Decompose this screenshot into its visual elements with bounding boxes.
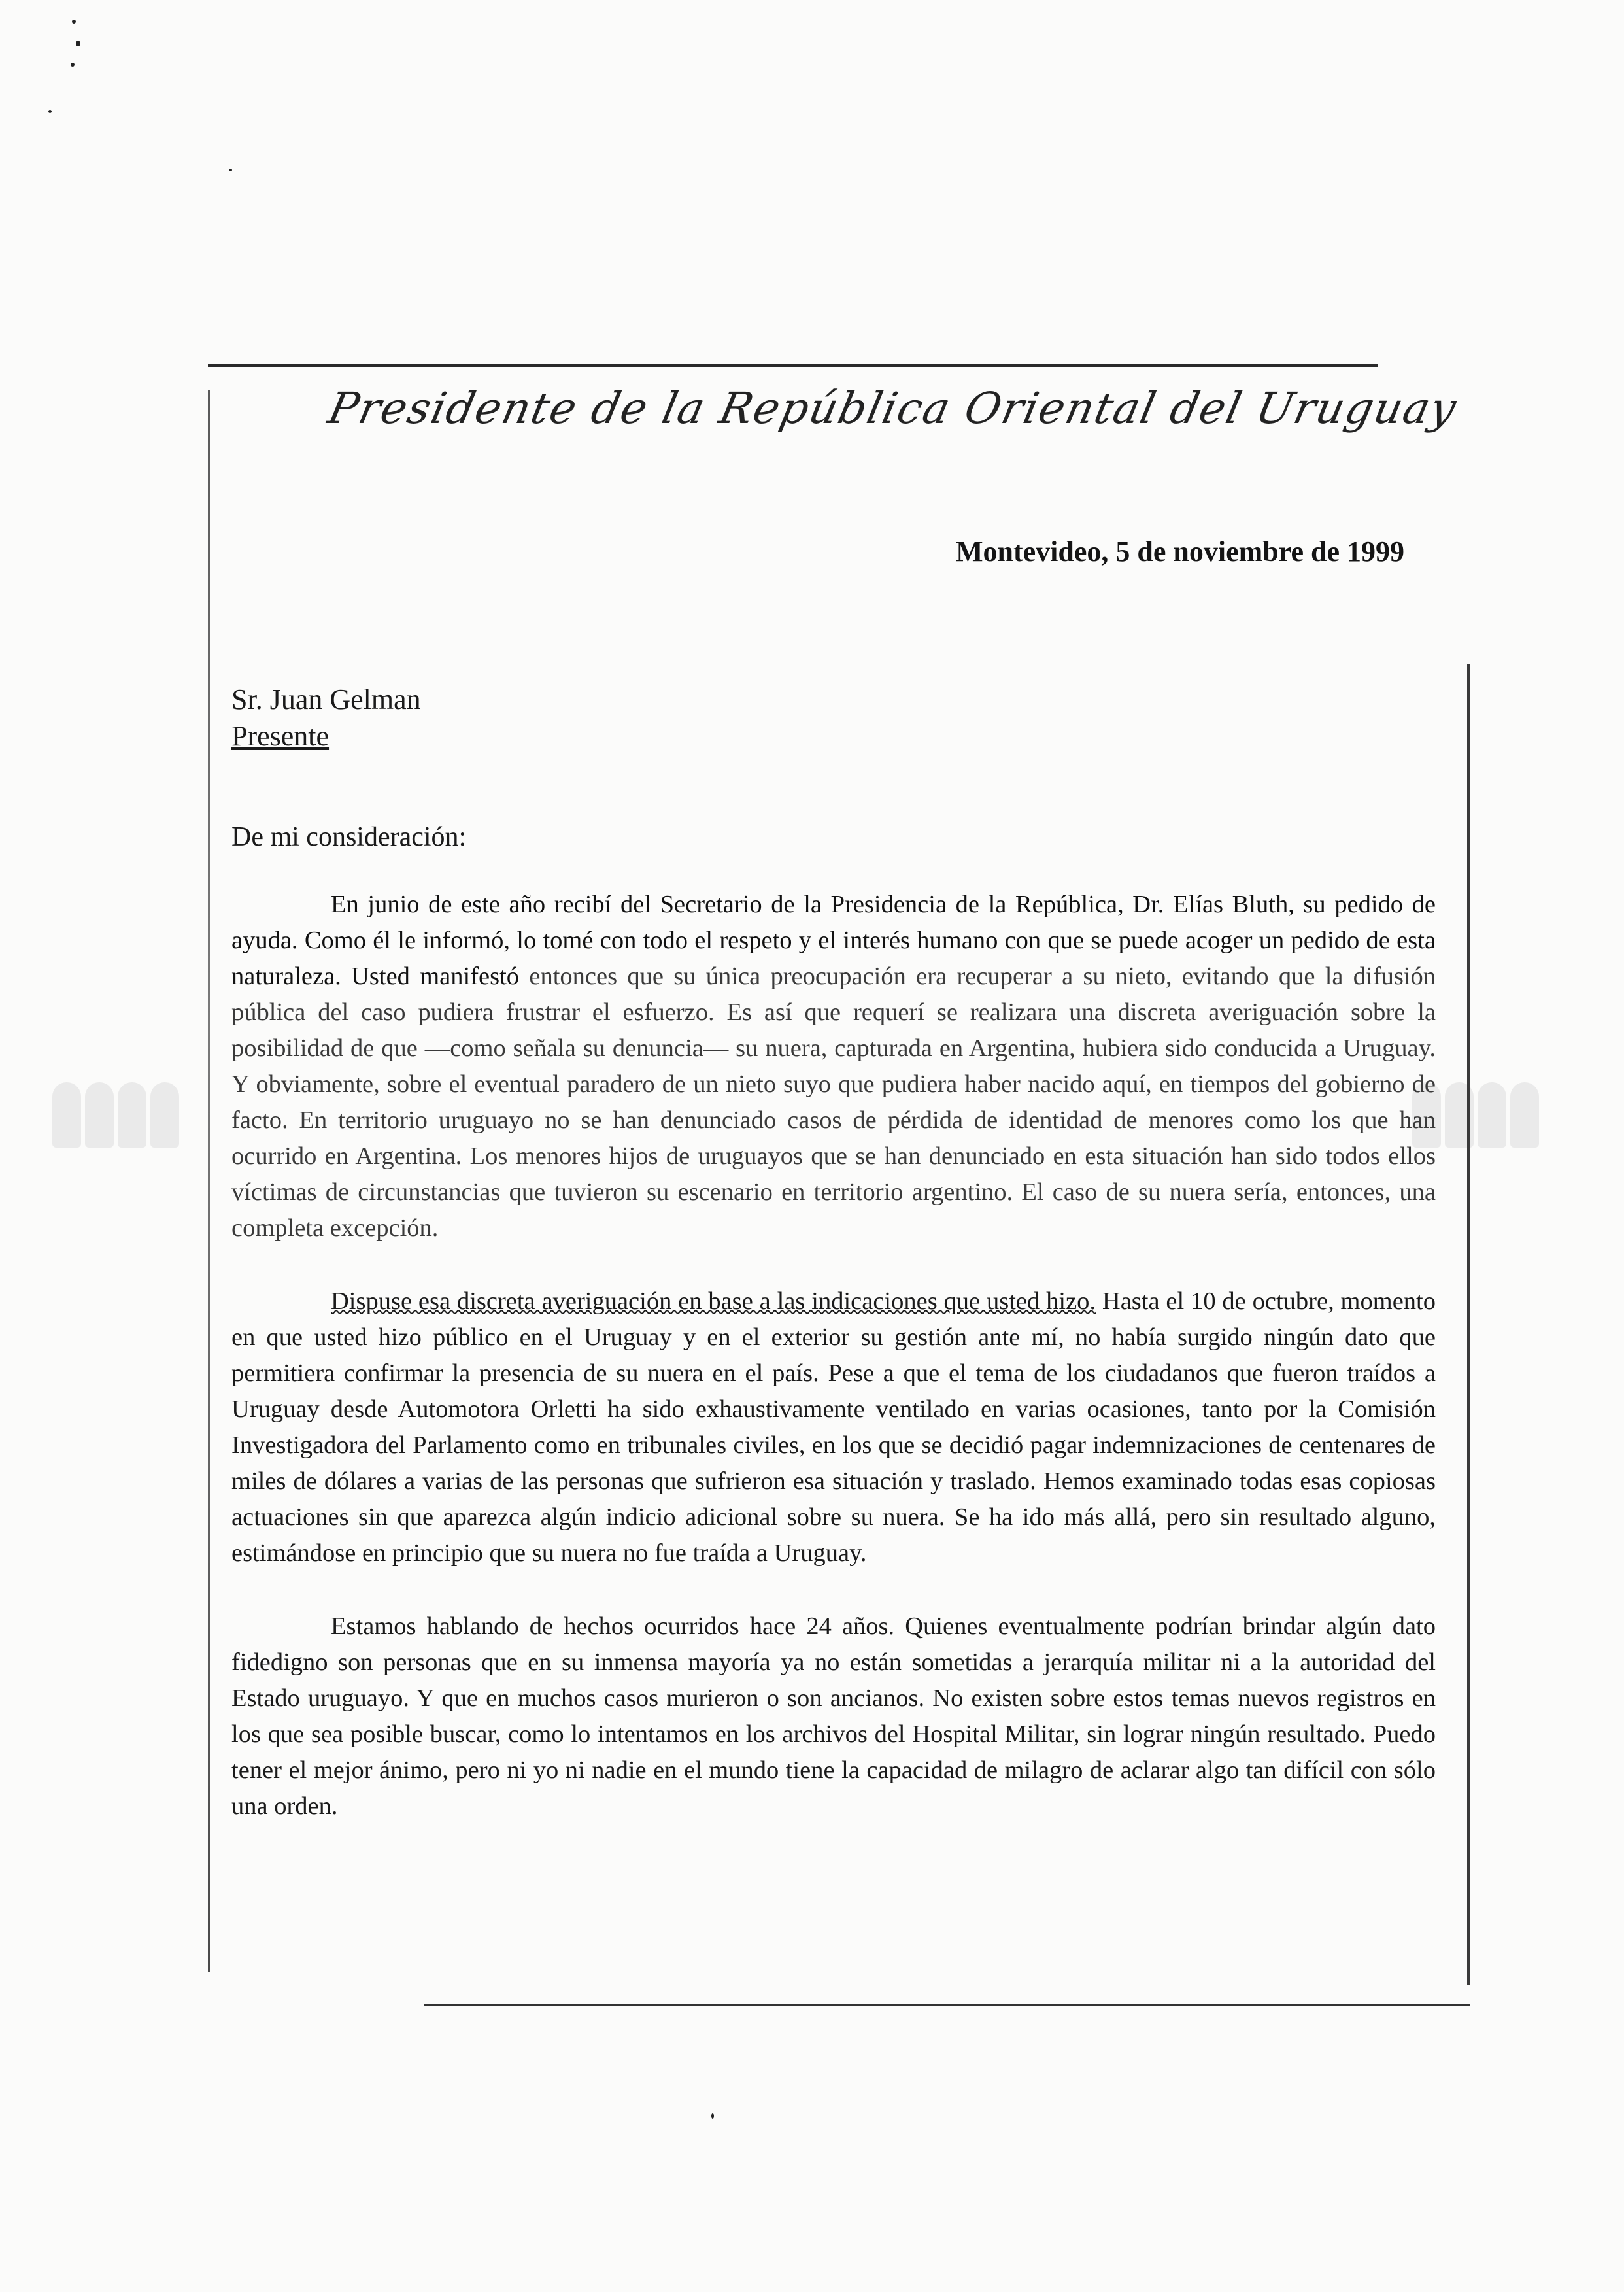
scan-speck — [72, 20, 76, 24]
top-rule — [208, 364, 1378, 367]
letterhead: Presidente de la República Oriental del Uruguay — [324, 383, 1462, 434]
paragraph-3: Estamos hablando de hechos ocurridos hace 24 años. Quienes eventualmente podrían brindar algún dato fidedigno son personas que en su inmensa mayoría ya no están sometidas a jerarquía militar ni a la autoridad del Estado uruguayo. Y que en muchos casos murieron o son ancianos. No existen sobre estos temas nuevos registros en los que sea posible buscar, como lo intentamos en los archivos del Hospital Militar, sin lograr ningún resultado. Puedo tener el mejor ánimo, pero ni yo ni nadie en el mundo tiene la capacidad de milagro de aclarar algo tan difícil con sólo una orden. — [231, 1613, 1436, 1820]
recipient-name: Sr. Juan Gelman — [231, 683, 421, 715]
letter-body — [231, 887, 1436, 1862]
scan-speck — [229, 169, 232, 171]
scan-speck — [711, 2113, 714, 2119]
recipient-presente: Presente — [231, 720, 330, 752]
paragraph-2-underlined: Dispuse esa discreta averiguación en base a las indicaciones que usted hizo. — [331, 1288, 1096, 1315]
paragraph-2 — [231, 1284, 1436, 1571]
salutation: De mi consideración: — [231, 822, 467, 852]
scan-speck — [71, 63, 75, 67]
paragraph-1 — [231, 887, 1436, 1246]
right-rule — [1467, 664, 1470, 1985]
letter — [208, 364, 1470, 2006]
left-rule — [208, 390, 210, 1972]
letter-date: Montevideo, 5 de noviembre de 1999 — [955, 536, 1404, 568]
bottom-rule — [424, 2004, 1470, 2006]
scan-speck — [48, 110, 52, 113]
scan-speck — [76, 41, 80, 46]
paragraph-2-part-b: Hasta el 10 de octubre, momento en que usted hizo público en el Uruguay y en el exterior su gestión ante mí, no había surgido ningún dato que permitiera confirmar la presencia de su nuera en el país. Pese a que el tema de los ciudadanos que fueron traídos a Uruguay desde Automotora Orletti ha sido exhaustivamente ventilado en varias ocasiones, tanto por la Comisión Investigadora del Parlamento como en tribunales civiles, en los que se decidió pagar indemnizaciones de centenares de miles de dólares a varias de las personas que sufrieron esa situación y traslado. Hemos examinado todas esas copiosas actuaciones sin que aparezca algún indicio adicional sobre su nuera. Se ha ido más allá, pero sin resultado alguno, estimándose en principio que su nuera no fue traída a Uruguay. — [231, 1288, 1436, 1567]
paragraph-1-part-b: entonces que su única preocupación era recuperar a su nieto, evitando que la difusión pública del caso pudiera frustrar el esfuerzo. Es así que requerí se realizara una discreta averiguación sobre la posibilidad de que —como señala su denuncia— su nuera, capturada en Argentina, hubiera sido conducida a Uruguay. Y obviamente, sobre el eventual paradero de un nieto suyo que pudiera haber nacido aquí, en tiempos del gobierno de facto. En territorio uruguayo no se han denunciado casos de pérdida de identidad de menores como los que han ocurrido en Argentina. Los menores hijos de uruguayos que se han denunciado en esta situación han sido todos ellos víctimas de circunstancias que tuvieron su escenario en territorio argentino. El caso de su nuera sería, entonces, una completa excepción. — [231, 963, 1436, 1242]
paragraph-1-part-a: En junio de este año recibí del Secretario de la Presidencia de la República, Dr. Elías Bluth, su pedido de ayuda. Como él le informó, lo tomé con todo el respeto y el interés humano con que se puede acoger un pedido de esta naturaleza. Usted manifestó — [231, 891, 1436, 990]
watermark-figures-left — [52, 1082, 222, 1154]
recipient-block — [231, 681, 421, 755]
